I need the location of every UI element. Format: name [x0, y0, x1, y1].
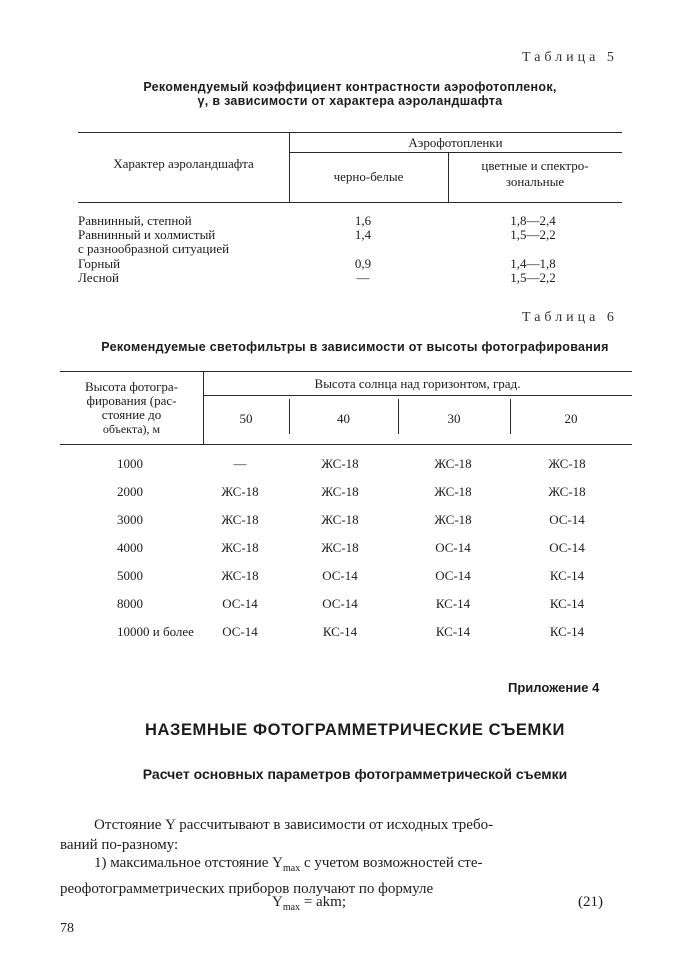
table5-header-films: Аэрофотопленки — [408, 135, 503, 150]
table5-cell-landscape: Равнинный, степной — [78, 213, 192, 228]
table6-cell: КС-14 — [549, 596, 585, 611]
table6-cell: ЖС-18 — [434, 456, 472, 471]
table5-row — [78, 213, 622, 228]
paragraph-1 — [60, 815, 620, 855]
table6-cell: ОС-14 — [435, 540, 471, 555]
section-heading: НАЗЕМНЫЕ ФОТОГРАММЕТРИЧЕСКИЕ СЪЕМКИ — [144, 721, 566, 739]
table6-cell-height: 1000 — [117, 456, 143, 471]
table5-header-color-line1: цветные и спектро- — [481, 158, 589, 173]
table6-header-height-line1: Высота фотогра- — [84, 379, 179, 394]
paragraph-1-line1: Отстояние Y рассчитывают в зависимости от исходных требо- — [94, 817, 494, 833]
table6-cell: ЖС-18 — [221, 568, 259, 583]
table5-cell-bw: — — [356, 270, 370, 285]
paragraph-2-subscript: max — [282, 863, 301, 874]
section-subheading: Расчет основных параметров фотограмметрической съемки — [142, 766, 568, 782]
table6-header-angle: 20 — [564, 411, 578, 426]
paragraph-1-line2: ваний по-разному: — [60, 837, 179, 853]
table6-cell: КС-14 — [549, 568, 585, 583]
table6-cell: ЖС-18 — [221, 484, 259, 499]
table6-header-height — [60, 380, 203, 436]
table6-cell: ЖС-18 — [548, 456, 586, 471]
paragraph-2-text: 1) максимальное отстояние Y — [94, 855, 283, 871]
table6-header-angle: 30 — [447, 411, 461, 426]
table6-row — [0, 540, 700, 558]
table6-cell: ОС-14 — [549, 540, 585, 555]
table6-label: Таблица 6 — [522, 310, 618, 325]
table5-films-rule — [289, 152, 622, 153]
table6-row — [0, 596, 700, 614]
table6-cell-height: 5000 — [117, 568, 143, 583]
table5-row — [78, 227, 622, 242]
table6-cell-height: 4000 — [117, 540, 143, 555]
table6-cell: КС-14 — [549, 624, 585, 639]
table5-cell-landscape: с разнообразной ситуацией — [78, 241, 230, 256]
table5-cell-color: 1,4—1,8 — [510, 256, 556, 271]
table6-cell-height: 10000 и более — [117, 624, 194, 639]
table6-cell: ОС-14 — [322, 568, 358, 583]
table6-cell: ОС-14 — [435, 568, 471, 583]
table5-title-line2: γ, в зависимости от характера аэроландшафта — [197, 94, 503, 108]
table6-row — [0, 484, 700, 502]
table5-header-color — [448, 158, 622, 190]
table6-cell: ОС-14 — [222, 624, 258, 639]
paragraph-2-line1 — [60, 853, 620, 879]
table5-row — [78, 256, 622, 271]
table5-label: Таблица 5 — [522, 50, 618, 65]
table5-cell-landscape: Равнинный и холмистый — [78, 227, 216, 242]
table5-top-rule — [78, 132, 622, 133]
table5-header-color-line2: зональные — [505, 174, 565, 189]
table5-title-line1: Рекомендуемый коэффициент контрастности аэрофотопленок, — [143, 80, 557, 94]
table6-cell-height: 8000 — [117, 596, 143, 611]
appendix-label: Приложение 4 — [508, 680, 600, 695]
table5-cell-color: 1,5—2,2 — [510, 227, 556, 242]
table6-top-rule — [60, 371, 632, 372]
table6-row — [0, 568, 700, 586]
table6-cell: ЖС-18 — [434, 484, 472, 499]
formula-number: (21) — [578, 894, 603, 910]
table6-header-height-line2: фирования (рас- — [86, 393, 177, 408]
table5-header-bottom-rule — [78, 202, 622, 203]
table6-cell: ЖС-18 — [221, 540, 259, 555]
table5-cell-color: 1,8—2,4 — [510, 213, 556, 228]
table6-cell: ОС-14 — [222, 596, 258, 611]
table5-title — [60, 80, 640, 108]
table6-cell: ЖС-18 — [321, 456, 359, 471]
table6-cell: ЖС-18 — [321, 484, 359, 499]
formula-y: Y — [272, 894, 283, 910]
table5-header-landscape: Характер аэроландшафта — [113, 156, 254, 171]
table6-cell: ОС-14 — [549, 512, 585, 527]
table6-row — [0, 624, 700, 642]
table6-header-sun: Высота солнца над горизонтом, град. — [314, 376, 521, 391]
table6-cell-height: 3000 — [117, 512, 143, 527]
table5-cell-color: 1,5—2,2 — [510, 270, 556, 285]
table6-cell: ОС-14 — [322, 596, 358, 611]
table5-header-bw: черно-белые — [333, 169, 404, 184]
paragraph-2-line2: реофотограмметрических приборов получают по формуле — [60, 881, 434, 897]
table6-cell: ЖС-18 — [321, 512, 359, 527]
table6-header-angle: 50 — [239, 411, 253, 426]
table5-cell-landscape: Горный — [78, 256, 121, 271]
paragraph-2-text-rest: с учетом возможностей сте- — [300, 855, 483, 871]
table6-header-height-line3: стояние до — [101, 407, 162, 422]
table6-cell: КС-14 — [435, 596, 471, 611]
table6-header-bottom-rule — [60, 444, 632, 445]
table6-cell: ЖС-18 — [321, 540, 359, 555]
formula — [272, 892, 346, 918]
table5-row — [78, 270, 622, 285]
formula-subscript: max — [282, 902, 301, 913]
table6-cell: ЖС-18 — [548, 484, 586, 499]
table6-row — [0, 512, 700, 530]
table6-header-height-line4: объекта), м — [102, 422, 161, 436]
table5-cell-bw: 0,9 — [354, 256, 372, 271]
table6-title: Рекомендуемые светофильтры в зависимости от высоты фотографирования — [101, 340, 609, 354]
table6-cell: — — [233, 456, 247, 471]
table5-cell-landscape: Лесной — [78, 270, 120, 285]
table5-row — [78, 241, 622, 256]
table6-cell: ЖС-18 — [434, 512, 472, 527]
table6-header-angle: 40 — [337, 411, 350, 426]
table6-cell: КС-14 — [435, 624, 471, 639]
table5-cell-bw: 1,6 — [354, 213, 372, 228]
formula-rest: = akm; — [300, 894, 347, 910]
table6-cell: ЖС-18 — [221, 512, 259, 527]
page-number: 78 — [60, 921, 74, 936]
table5-cell-bw: 1,4 — [354, 227, 372, 242]
table6-sun-rule — [203, 395, 632, 396]
table6-cell-height: 2000 — [117, 484, 143, 499]
table6-cell: КС-14 — [322, 624, 358, 639]
table6-row — [0, 456, 700, 474]
